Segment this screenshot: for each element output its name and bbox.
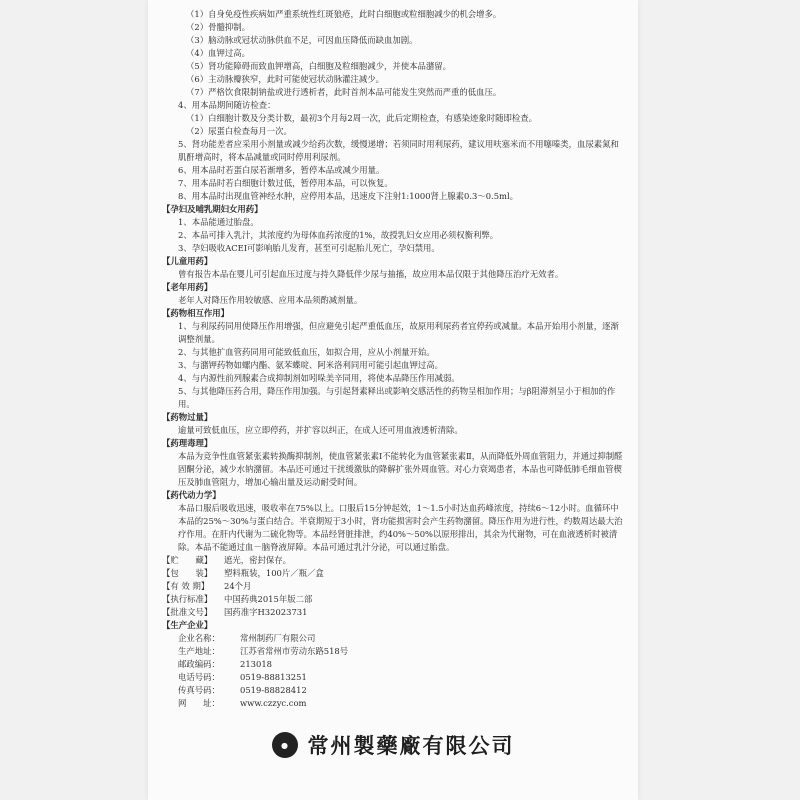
precaution-item: （2）骨髓抑制。: [186, 22, 250, 32]
manufacturer-value: 213018: [240, 659, 272, 669]
info-value: 中国药典2015年版二部: [224, 594, 313, 604]
interaction-item: 4、与内源性前列腺素合成抑制剂如吲哚美辛同用，将使本品降压作用减弱。: [178, 373, 460, 383]
info-row-package: [162, 567, 624, 580]
pregnancy-item: 3、孕妇吸收ACEI可影响胎儿发育，甚至可引起胎儿死亡，孕妇禁用。: [178, 243, 440, 253]
overdose-heading: [162, 411, 624, 424]
manufacturer-label: 电话号码：: [178, 672, 220, 682]
precaution-item: （4）血钾过高。: [186, 48, 250, 58]
manufacturer-label: 传真号码：: [178, 685, 220, 695]
company-footer: [148, 722, 638, 768]
pregnancy-item: 2、本品可排入乳汁，其浓度约为母体血药浓度的1%，故授乳妇女应用必须权衡利弊。: [178, 230, 499, 240]
manufacturer-value: 0519-88828412: [240, 685, 307, 695]
precaution-item: （1）自身免疫性疾病如严重系统性红斑狼疮，此时白细胞或粒细胞减少的机会增多。: [186, 9, 502, 19]
info-row-validity: [162, 580, 624, 593]
pk-heading: [162, 489, 624, 502]
pk-heading-text: 【药代动力学】: [162, 490, 221, 500]
manufacturer-heading: [162, 619, 624, 632]
monitoring-title: 4、用本品期间随访检查：: [178, 100, 276, 110]
info-value: 24个月: [224, 581, 252, 591]
manufacturer-row: [162, 684, 624, 697]
manufacturer-row: [162, 697, 624, 710]
interaction-item: 1、与利尿药同用使降压作用增强，但应避免引起严重低血压，故原用利尿药者宜停药或减量。本品开始用小剂量，逐渐调整剂量。: [178, 321, 619, 344]
info-label: 【贮 藏】: [162, 555, 213, 565]
manufacturer-value: 常州制药厂有限公司: [240, 633, 316, 643]
elderly-heading-text: 【老年用药】: [162, 282, 213, 292]
manufacturer-label: 邮政编码：: [178, 659, 220, 669]
manufacturer-value: 江苏省常州市劳动东路518号: [240, 646, 349, 656]
info-row-standard: [162, 593, 624, 606]
elderly-text: 老年人对降压作用较敏感、应用本品须酌减剂量。: [178, 295, 363, 305]
info-value: 遮光，密封保存。: [224, 555, 291, 565]
interaction-heading: [162, 307, 624, 320]
precaution-item: 6、用本品时若蛋白尿若渐增多，暂停本品或减少用量。: [178, 165, 385, 175]
manufacturer-label: 企业名称：: [178, 633, 220, 643]
info-value: 塑料瓶装，100片／瓶／盒: [224, 568, 324, 578]
leaflet-content: [162, 8, 624, 710]
interaction-heading-text: 【药物相互作用】: [162, 308, 229, 318]
company-name: 常州製藥廠有限公司: [307, 733, 515, 758]
pharmacology-heading: [162, 437, 624, 450]
info-label: 【执行标准】: [162, 594, 213, 604]
elderly-heading: [162, 281, 624, 294]
pharmacology-text: 本品为竞争性血管紧张素转换酶抑制剂，使血管紧张素Ⅰ不能转化为血管紧张素Ⅱ，从而降低外周血管阻力，并通过抑制醛固酮分泌，减少水钠潴留。本品还可通过干扰缓激肽的降解扩张外周血管。对心力衰竭患者，本品也可降低肺毛细血管楔压及肺血管阻力，增加心输出量及运动耐受时间。: [178, 451, 623, 487]
manufacturer-value: 0519-88813251: [240, 672, 307, 682]
interaction-item: 3、与潴钾药物如螺内酯、氨苯蝶啶、阿米洛利同用可能引起血钾过高。: [178, 360, 443, 370]
info-label: 【批准文号】: [162, 607, 213, 617]
pregnancy-heading: [162, 203, 624, 216]
info-row-approval: [162, 606, 624, 619]
precaution-item: （7）严格饮食限制钠盐或进行透析者，此时首剂本品可能发生突然而严重的低血压。: [186, 87, 502, 97]
precaution-item: （6）主动脉瓣狭窄，此时可能使冠状动脉灌注减少。: [186, 74, 384, 84]
pk-text: 本品口服后吸收迅速，吸收率在75%以上。口服后15分钟起效，1～1.5小时达血药峰浓度，持续6～12小时。血循环中本品的25%～30%与蛋白结合。半衰期短于3小时，肾功能损害时会产生药物潴留。降压作用为进行性，约数周达最大治疗作用。在肝内代谢为二硫化物等。本品经肾脏排泄，约40%～50%以原形排出，其余为代谢物，可在血液透析时被清除。本品不能通过血－脑脊液屏障。本品可通过乳汁分泌，可以通过胎盘。: [178, 503, 623, 552]
monitoring-item: （2）尿蛋白检查每月一次。: [186, 126, 292, 136]
children-text: 曾有报告本品在婴儿可引起血压过度与持久降低伴少尿与抽搐，故应用本品仅限于其他降压治疗无效者。: [178, 269, 564, 279]
precaution-item: 7、用本品时若白细胞计数过低，暂停用本品，可以恢复。: [178, 178, 393, 188]
overdose-text: 逾量可致低血压，应立即停药，并扩容以纠正，在成人还可用血液透析清除。: [178, 425, 463, 435]
info-row-storage: [162, 554, 624, 567]
precaution-item: （3）脑动脉或冠状动脉供血不足，可因血压降低而缺血加剧。: [186, 35, 418, 45]
manufacturer-heading-text: 【生产企业】: [162, 620, 213, 630]
manufacturer-row: [162, 645, 624, 658]
info-label: 【包 装】: [162, 568, 213, 578]
children-heading-text: 【儿童用药】: [162, 256, 213, 266]
monitoring-item: （1）白细胞计数及分类计数，最初3个月每2周一次，此后定期检查，有感染迹象时随即检查。: [186, 113, 537, 123]
manufacturer-row: [162, 671, 624, 684]
company-logo-icon: ●: [272, 732, 298, 758]
info-label: 【有 效 期】: [162, 581, 210, 591]
manufacturer-row: [162, 632, 624, 645]
pharmacology-heading-text: 【药理毒理】: [162, 438, 213, 448]
precaution-item: 5、肾功能差者应采用小剂量或减少给药次数，缓慢递增；若须同时用利尿药，建议用呋塞米而不用噻嗪类，血尿素氮和肌酐增高时，将本品减量或同时停用利尿剂。: [178, 139, 619, 162]
pregnancy-heading-text: 【孕妇及哺乳期妇女用药】: [162, 204, 263, 214]
pregnancy-item: 1、本品能通过胎盘。: [178, 217, 259, 227]
precaution-item: 8、用本品时出现血管神经水肿，应停用本品，迅速皮下注射1:1000肾上腺素0.3～0.5ml。: [178, 191, 519, 201]
manufacturer-row: [162, 658, 624, 671]
interaction-item: 5、与其他降压药合用，降压作用加强。与引起肾素释出或影响交感活性的药物呈相加作用；与β阻滞剂呈小于相加的作用。: [178, 386, 616, 409]
precaution-item: （5）肾功能障碍而致血钾增高，白细胞及粒细胞减少，并使本品潴留。: [186, 61, 451, 71]
overdose-heading-text: 【药物过量】: [162, 412, 213, 422]
manufacturer-value: www.czzyc.com: [240, 698, 307, 708]
children-heading: [162, 255, 624, 268]
manufacturer-label: 网 址：: [178, 698, 220, 708]
manufacturer-label: 生产地址：: [178, 646, 220, 656]
info-value: 国药准字H32023731: [224, 607, 308, 617]
interaction-item: 2、与其他扩血管药同用可能致低血压，如拟合用，应从小剂量开始。: [178, 347, 435, 357]
